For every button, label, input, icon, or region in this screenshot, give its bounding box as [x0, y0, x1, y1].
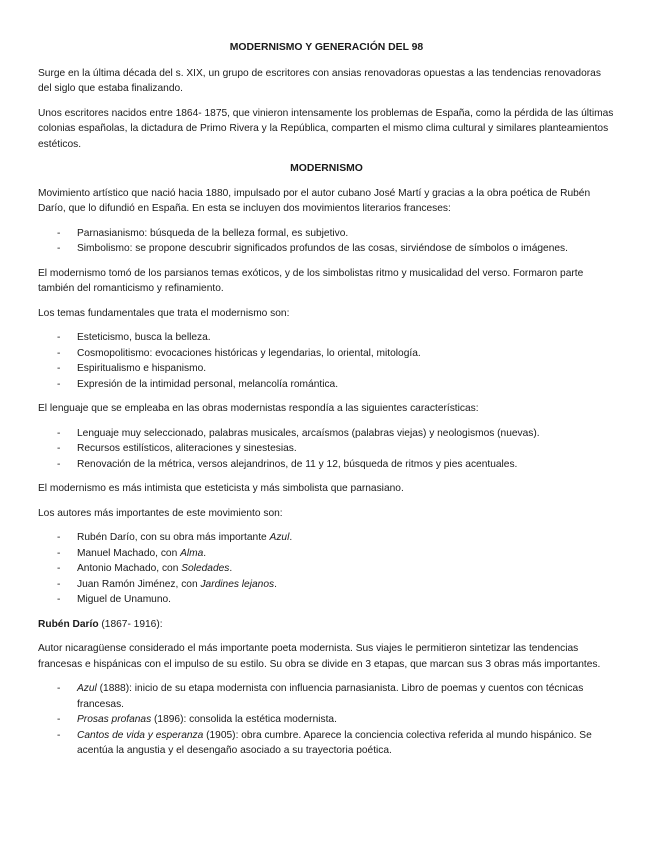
list-item: - Renovación de la métrica, versos alejandrinos, de 11 y 12, búsqueda de ritmos y pies acentuales.: [38, 457, 615, 473]
ruben-years: (1867- 1916):: [98, 618, 163, 630]
list-item: - Simbolismo: se propone descubrir significados profundos de las cosas, sirviéndose de símbolos o imágenes.: [38, 241, 615, 257]
modernismo-influence: El modernismo tomó de los parsianos temas exóticos, y de los simbolistas ritmo y musicalidad del verso. Formaron parte también del romanticismo y refinamiento.: [38, 267, 584, 294]
language-intro: El lenguaje que se empleaba en las obras modernistas respondía a las siguientes características:: [38, 403, 479, 414]
list-item: - Espiritualismo e hispanismo.: [38, 361, 615, 377]
modernismo-definition: Movimiento artístico que nació hacia 1880, impulsado por el autor cubano José Martí y gracias a la obra poética de Rubén Darío, que lo difundió en España. En esta se incluyen dos movimientos literarios franceses:: [38, 187, 591, 214]
list-item: - Recursos estilísticos, aliteraciones y sinestesias.: [38, 441, 615, 457]
language-list: [38, 426, 615, 473]
list-item: - Juan Ramón Jiménez, con Jardines lejanos.: [38, 577, 615, 593]
themes-list: [38, 330, 615, 392]
list-item: - Cosmopolitismo: evocaciones históricas y legendarias, lo oriental, mitología.: [38, 346, 615, 362]
ruben-bio: Autor nicaragüense considerado el más importante poeta modernista. Sus viajes le permitieron sintetizar las tendencias francesas e hispánicas con el impulso de su estilo. Su obra se divide en 3 etapas, que marcan sus 3 obras más importantes.: [38, 643, 601, 670]
authors-intro: Los autores más importantes de este movimiento son:: [38, 507, 283, 519]
list-item: - Esteticismo, busca la belleza.: [38, 330, 615, 346]
movements-list: [38, 226, 615, 257]
list-item: - Cantos de vida y esperanza (1905): obra cumbre. Aparece la conciencia colectiva referida al mundo hispánico. Se acentúa la angustia y el desengaño asociado a su trayectoria poética.: [38, 728, 615, 759]
ruben-heading: [38, 617, 615, 633]
list-item: - Rubén Darío, con su obra más importante Azul.: [38, 530, 615, 546]
list-item: - Parnasianismo: búsqueda de la belleza formal, es subjetivo.: [38, 226, 615, 242]
authors-list: [38, 530, 615, 608]
list-item: - Lenguaje muy seleccionado, palabras musicales, arcaísmos (palabras viejas) y neologismos (nuevas).: [38, 426, 615, 442]
list-item: - Antonio Machado, con Soledades.: [38, 561, 615, 577]
intro-paragraph-2: Unos escritores nacidos entre 1864- 1875, que vinieron intensamente los problemas de España, como la pérdida de las últimas colonias españolas, la dictadura de Primo Rivera y la República, comparten el mismo clima cultural y similares planteamientos estéticos.: [38, 107, 614, 150]
list-item: - Manuel Machado, con Alma.: [38, 546, 615, 562]
list-item: - Miguel de Unamuno.: [38, 592, 615, 608]
list-item: - Prosas profanas (1896): consolida la estética modernista.: [38, 712, 615, 728]
list-item: - Expresión de la intimidad personal, melancolía romántica.: [38, 377, 615, 393]
list-item: - Azul (1888): inicio de su etapa modernista con influencia parnasianista. Libro de poemas y cuentos con técnicas francesas.: [38, 681, 615, 712]
modernismo-summary: El modernismo es más intimista que esteticista y más simbolista que parnasiano.: [38, 483, 404, 494]
intro-paragraph-1: Surge en la última década del s. XIX, un grupo de escritores con ansias renovadoras opuestas a las tendencias renovadoras del siglo que estaba finalizando.: [38, 67, 601, 94]
ruben-name: Rubén Darío: [38, 618, 99, 630]
section-heading-modernismo: MODERNISMO: [290, 163, 363, 174]
themes-intro: Los temas fundamentales que trata el modernismo son:: [38, 307, 290, 319]
ruben-works-list: [38, 681, 615, 759]
document-title: MODERNISMO Y GENERACIÓN DEL 98: [229, 42, 424, 53]
